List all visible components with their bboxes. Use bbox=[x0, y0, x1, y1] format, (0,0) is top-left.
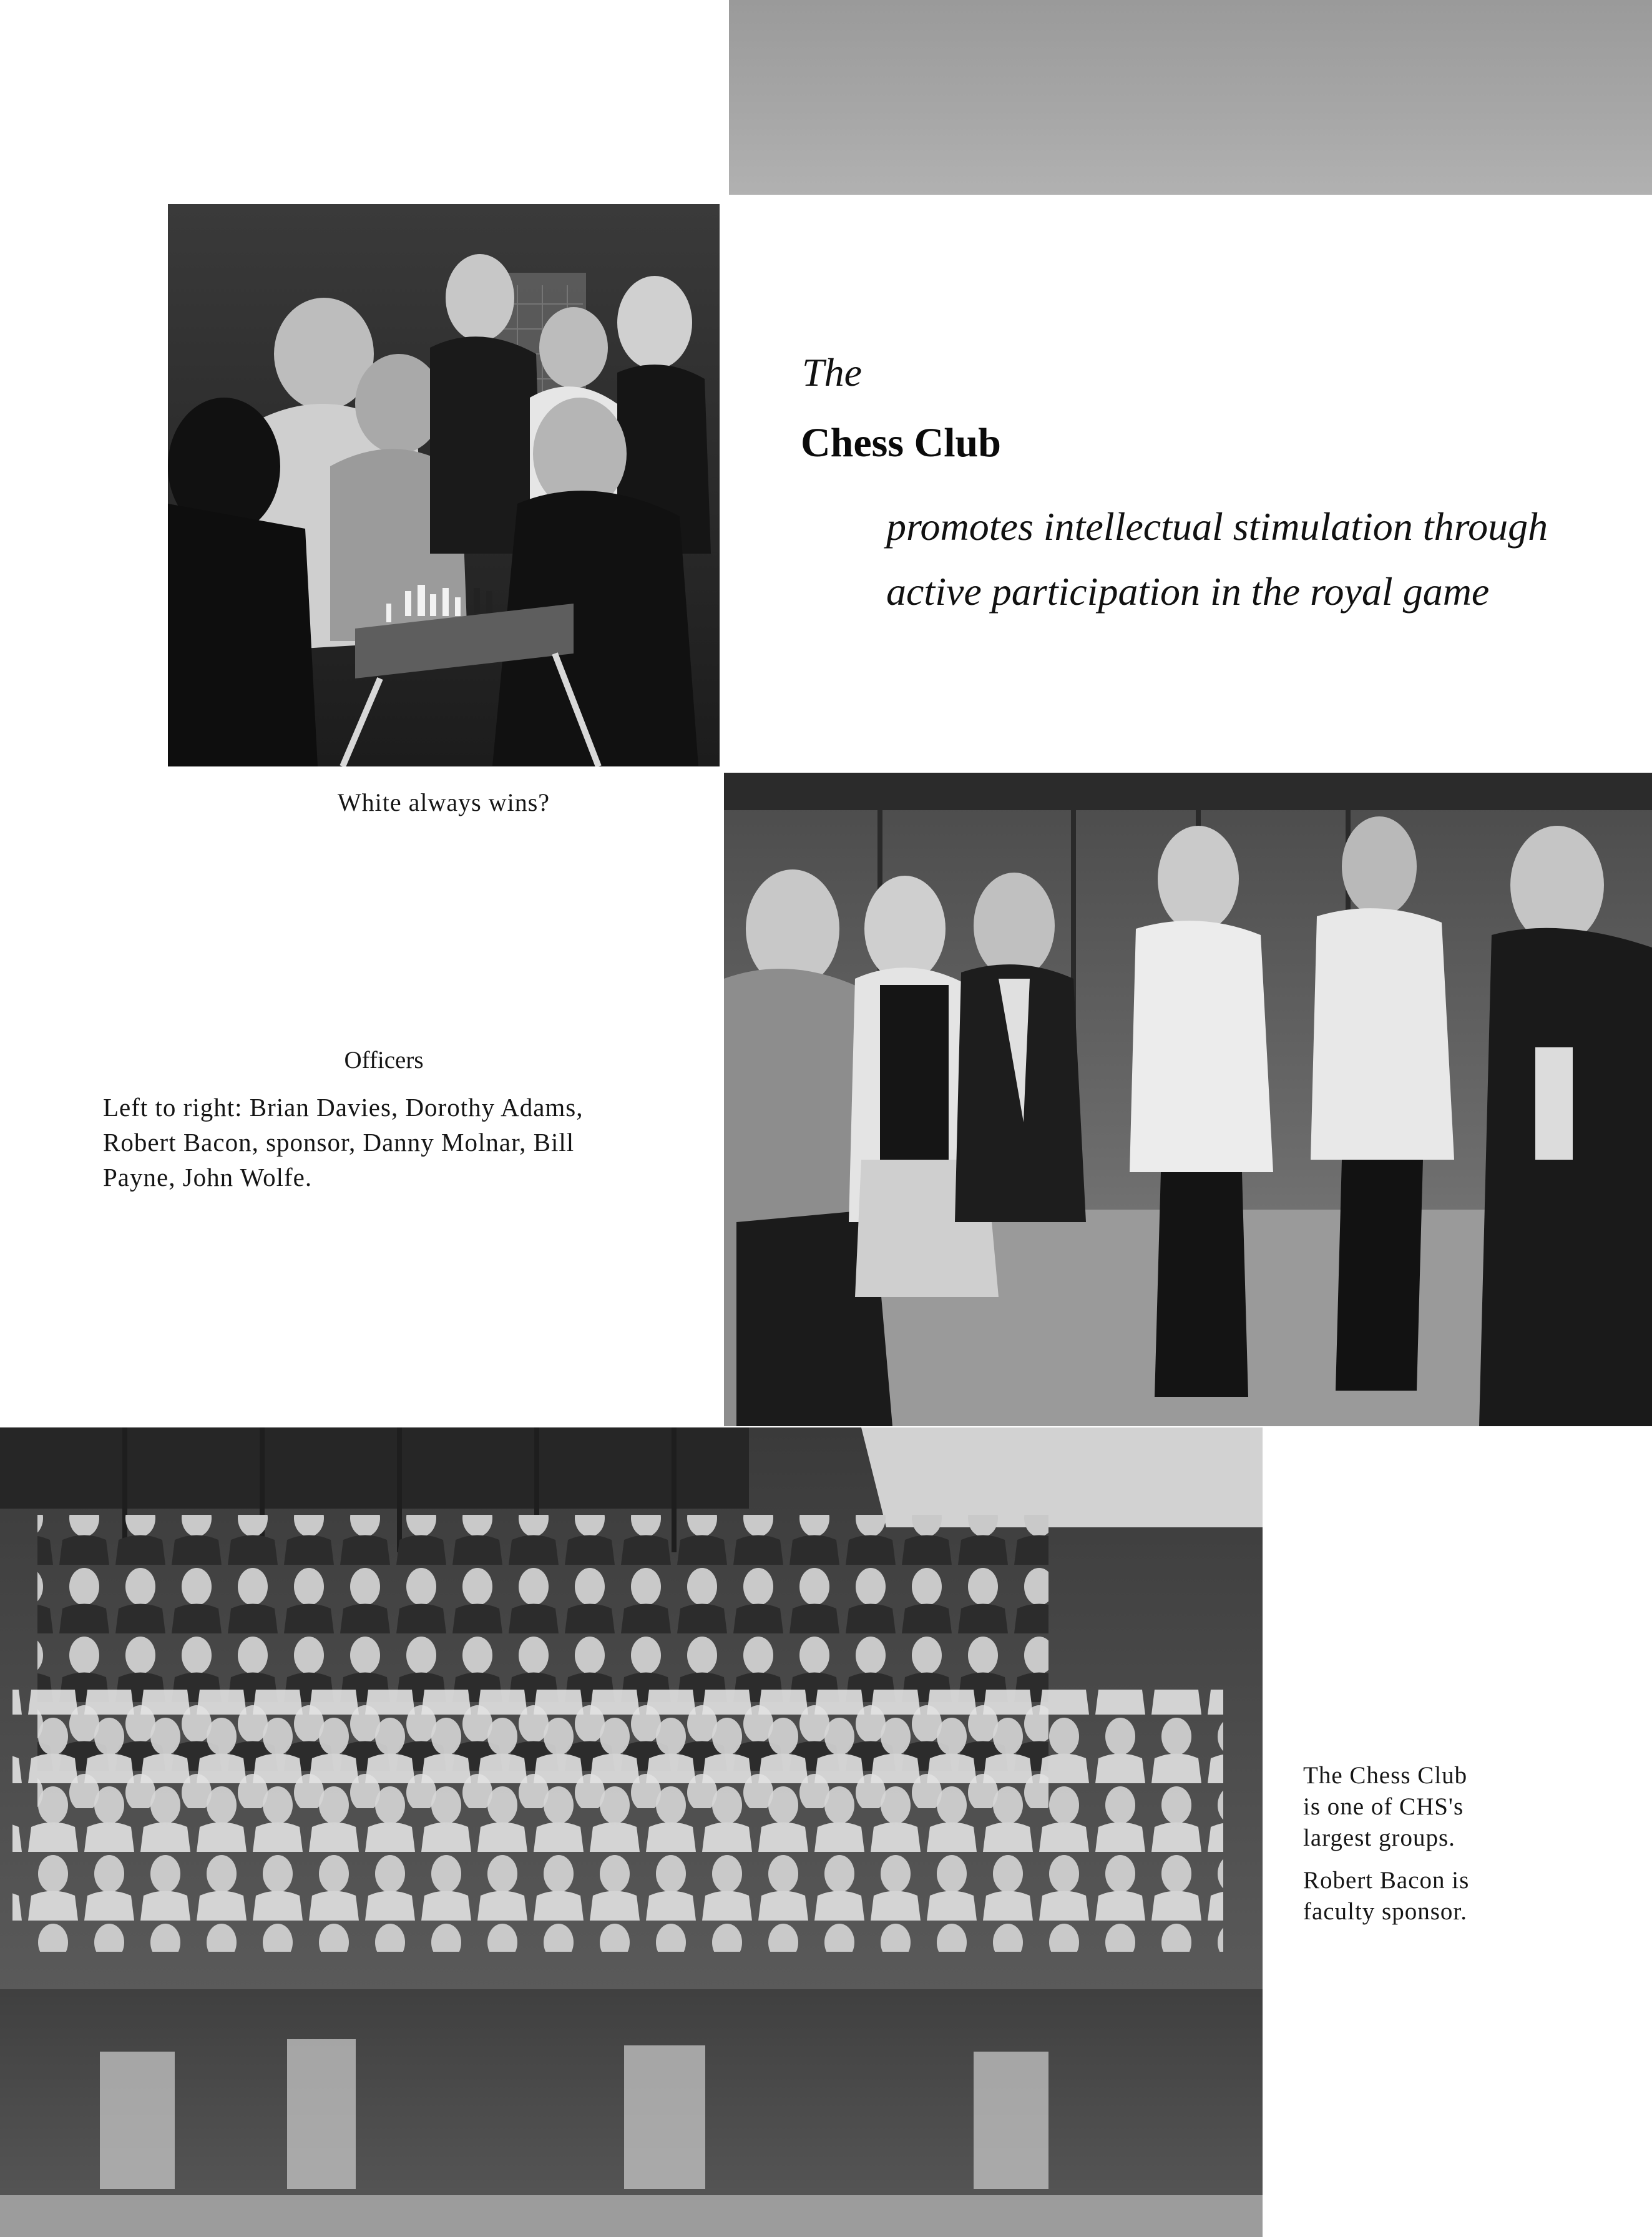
headline-title: Chess Club bbox=[801, 420, 1001, 466]
group-caption-line: The Chess Club bbox=[1303, 1762, 1468, 1789]
group-photo bbox=[0, 1427, 1263, 2237]
chess-game-photo-art bbox=[168, 204, 720, 766]
officers-photo bbox=[724, 773, 1652, 1426]
group-photo-art bbox=[0, 1427, 1263, 2237]
group-caption-paragraph bbox=[1303, 1865, 1628, 1927]
officers-names-line: Robert Bacon, sponsor, Danny Molnar, Bill bbox=[103, 1128, 575, 1157]
chess-game-photo bbox=[168, 204, 720, 766]
headline-kicker: The bbox=[802, 350, 862, 394]
officers-photo-art bbox=[724, 773, 1652, 1426]
group-photo-caption bbox=[1303, 1760, 1628, 1939]
group-caption-line: faculty sponsor. bbox=[1303, 1898, 1467, 1925]
officers-title: Officers bbox=[344, 1047, 424, 1074]
group-caption-line: largest groups. bbox=[1303, 1824, 1455, 1851]
gray-header-band bbox=[729, 0, 1652, 195]
headline-description-line: active participation in the royal game bbox=[886, 569, 1490, 614]
group-caption-line: Robert Bacon is bbox=[1303, 1867, 1470, 1894]
group-caption-paragraph bbox=[1303, 1760, 1628, 1854]
headline-description-line: promotes intellectual stimulation through bbox=[886, 504, 1548, 549]
chess-photo-caption: White always wins? bbox=[337, 788, 550, 816]
officers-names bbox=[103, 1090, 665, 1195]
officers-names-line: Payne, John Wolfe. bbox=[103, 1163, 313, 1192]
officers-names-line: Left to right: Brian Davies, Dorothy Adams, bbox=[103, 1093, 584, 1122]
group-caption-line: is one of CHS's bbox=[1303, 1793, 1464, 1820]
headline-description bbox=[886, 494, 1635, 624]
